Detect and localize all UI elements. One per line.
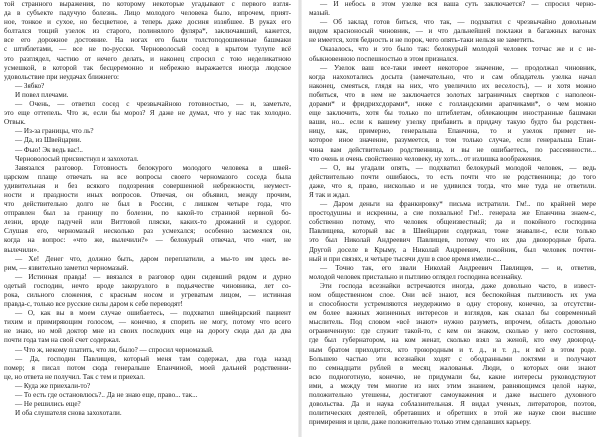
text-line: это разглядел, частию от нечего делать, и наконец спросил с тою неделикатною [4,54,291,63]
text-line: той странного выражения, по которому некоторые угадывают с первого взгля- [4,0,291,8]
text-line: рока, сильного сложения, с красным носом и угреватым лицом, — истинная [4,291,291,299]
right-page [300,0,600,437]
text-line: Другой доселе в Крыму, а Николай Андреевич, покойник, был человек почтен- [309,245,596,254]
text-line: — Точно так, его звали Николай Андреевич Павлищев, — и, ответив, [320,263,596,272]
text-line: политических деятелей, обретавших и обретших в этой же науке свои высшие [309,409,596,418]
text-line: — Зябко? [15,81,45,90]
text-line: Оказалось, что и это было так: белокурый молодой человек тотчас же и с не- [320,45,596,54]
text-line: простодушны и искренны, а сие похвально! Гм!.. генерала же Епанчина знаем-с, [309,209,596,218]
text-line: чина вам действительно родственница, и вы не ошибаетесь, по рассеянности... [309,145,596,154]
text-line: видом красноносый чиновник, — и что дальнейшей поклажи в багажных вагонах [309,27,596,36]
text-line: мазый. [309,9,330,18]
text-line: Слушая его, черномазый несколько раз усмехался; особенно засмеялся он, [4,227,291,236]
text-line: царском плаще отвечать на все вопросы своего черномазого соседа была [4,172,291,181]
text-line: — Узелок ваш все-таки имеет некоторое значение, — продолжал чиновник, [320,63,596,72]
text-line: помер; я писал потом сюда генеральше Епанчиной, моей дальней родственни- [4,363,291,372]
right-page-text [309,0,596,427]
text-line: — Да, господин Павлищев, который меня там содержал, два года назад [15,354,291,363]
text-line: — О, как вы в моем случае ошибаетесь, — подхватил швейцарский пациент [15,309,291,318]
text-line: — Да, из Швейцарии. [15,136,82,145]
text-line: ими, а между тем многие из них этим знанием, равняющимся целой науке, [309,381,596,390]
text-line: наконец, смеяться, глядя на них, что увеличило их веселость), — и хотя можно [309,81,596,90]
text-line: — Фью! Эк ведь вас!.. [15,145,83,154]
text-line: Я так и ждал. [309,190,350,199]
text-line: молодой человек пристально и пытливо оглядел господина всезнайку. [309,272,523,281]
left-page-text [4,0,291,418]
text-line: — Из-за границы, что ль? [15,127,94,136]
text-line: ный и при связях, и четыре тысячи душ в свое время имели-с... [309,254,502,263]
text-line: Отвык. [4,118,26,127]
text-line: где был губернатором, на ком женат, сколько взял за женой, кто ему двоюрод- [309,336,596,345]
text-line: вылечили». [4,245,39,254]
text-line: — То есть где остановлюсь?.. Да не знаю еще, право... так... [15,391,198,400]
text-line: Павлищева, который вас в Швейцарии содержал, тоже знавали-с, если только [309,227,596,236]
text-line: что очень и очень свойственно человеку, ну хоть... от излишка воображения. [309,154,542,163]
text-line: даже, что я, право, нисколько и не удивился тогда, что мне туда не ответили. [309,181,596,190]
text-line: И оба слушателя снова захохотали. [15,409,122,418]
page-gutter [298,0,302,437]
text-line: ности и праздности иных вопросов. Отвечая, он объявил, между прочим, [4,190,291,199]
text-line: мыслитель. Под словом «всё знают» нужно разуметь, впрочем, область довольно [309,318,596,327]
text-line: когда на вопрос: «что же, вылечили?» — белокурый отвечал, что «нет, не [4,236,291,245]
text-line: всю подноготную, конечно, не придумали бы, какие интересы руководствуют [309,372,596,381]
text-line: да в субъекте падучую болезнь. Лицо молодого человека было, впрочем, прият- [4,9,291,18]
text-line: это был Николай Андреевич Павлищев, потому что их два двоюродные брата. [309,236,596,245]
text-line: болтался тощий узелок из старого, полинялого фуляра*, заключавший, кажется, [4,27,291,36]
text-line: — О, вы угадали опять, — подхватил белокурый молодой человек, — ведь [320,163,596,172]
text-line: ном общественном слое. Они всё знают, вся беспокойная пытливость их ума [309,291,596,299]
text-line: отправлен был за границу по болезни, по какой-то странной нервной бо- [4,209,291,218]
text-line: все его дорожное достояние. На ногах его были толстоподошвенные башмаки [4,36,291,45]
text-line: одетый господин, нечто вроде закорузлого в подьячестве чиновника, лет со- [4,281,291,290]
text-line: Большею частью эти всезнайки ходят с ободранными локтями и получают [309,354,596,363]
text-line: удивительная и без всякого подозрения совершенной небрежности, неумест- [4,181,291,190]
text-line: обыкновенною поспешностью в этом признался. [309,54,459,63]
text-line: что действительно долго не был в России, с лишком четыре года, что [4,200,291,209]
text-line: И повел плечами. [15,90,69,99]
text-line: и способности устремляются неудержимо в одну сторону, конечно, за отсутстви- [309,300,596,309]
text-line: по семнадцати рублей в месяц жалованья. Люди, о которых они знают [309,363,596,372]
text-line: — Очень, — ответил сосед с чрезвычайною готовностью, — и, заметьте, [15,100,291,109]
text-line: удовольствие при неудачах ближнего: [4,72,120,81]
text-line: положительно утешены, достигают самоуважения и даже высшего духовного [309,391,596,400]
text-line: ем более важных жизненных интересов и взглядов, как сказал бы современный [309,309,596,318]
text-line: це, но ответа не получил. Так с тем и приехал. [4,372,145,381]
text-line: ваши, но... если к вашему узелку прибавить в придачу такую будто бы родствен- [309,118,596,127]
text-line: — Истинная правда! — ввязался в разговор один сидевший рядом и дурно [15,272,291,281]
text-line: не знаю, но мой доктор мне из своих последних еще на дорогу сюда дал да два [4,327,291,336]
text-line: это еще оттепель. Что ж, если бы мороз? Я даже не думал, что у нас так холодно. [4,109,291,118]
text-line: Завязался разговор. Готовность белокурого молодого человека в швей- [15,163,291,172]
text-line: правда-с, только все русские силы даром к себе переводят! [4,300,183,309]
text-line: — Куда же приехали-то? [15,381,91,390]
text-line: рим, — язвительно заметил черномазый. [4,263,129,272]
text-line: — И небось в этом узелке вся ваша суть заключается? — спросил черно- [320,0,596,8]
text-line: — Хе! Денег что, должно быть, даром переплатили, а мы-то им здесь ве- [15,254,291,263]
text-line: побиться, что в нем не заключается золотых заграничных свертков с наполеон- [309,90,596,99]
text-line: почти года там на свой счет содержал. [4,336,121,345]
text-line: примирения и цели, даже положительно только этим сделавших карьеру. [309,418,531,427]
text-line: Эти господа всезнайки встречаются иногда, даже довольно часто, в извест- [320,281,596,290]
text-line: с штиблетами, — все не по-русски. Черноволосый сосед в крытом тулупе всё [4,45,291,54]
text-line: — Что ж, некому платить, что ли, было? — спросил черномазый. [15,345,214,354]
text-line: действительно почти ошибаюсь, то есть почти что не родственница; до того [309,172,596,181]
text-line: — Об заклад готов биться, что так, — подхватил с чрезвычайно довольным [320,18,596,27]
text-line: довольства. Да и наука соблазнительная. Я видал ученых, литераторов, поэтов, [309,400,596,409]
text-line: лезни, вроде падучей или Виттовой пляски, каких-то дрожаний и судорог. [4,218,291,227]
text-line: тихим и примиряющим голосом, — конечно, я спорить не могу, потому что всего [4,318,291,327]
text-line: ницу, как, примерно, генеральша Епанчина, то и узелок примет не- [309,127,596,136]
text-line: усмешкой, в которой так бесцеремонно и небрежно выражается иногда людское [4,63,291,72]
text-line: ное, тонкое и сухое, но бесцветное, а теперь даже досиня иззябшее. В руках его [4,18,291,27]
text-line: еще заключить, хотя бы только по штиблетам, облекающим иностранные башмаки [309,109,596,118]
text-line: Черноволосый присвистнул и захохотал. [15,154,139,163]
text-line: ным братом приходится, кто троюродным и т. д., и т. д., и всё в этом роде. [309,345,596,354]
text-line: когда нахохотались досыта (замечательно, что и сам обладатель узелка начал [309,72,596,81]
text-line: не имеется, хотя бедность и не порок, чего опять-таки нельзя не заметить. [309,36,535,45]
text-line: — Не решились еще? [15,400,81,409]
text-line: дорами* и фридрихсдорами*, ниже с голландскими арапчиками*, о чем можно [309,100,596,109]
text-line: собственно потому, что человек общеизвестный; да и покойного господина [309,218,596,227]
text-line: ограниченную: где служит такой-то, с кем он знаком, сколько у него состояния, [309,327,596,336]
text-line: — Даром деньги на франкировку* письма истратили. Гм!.. по крайней мере [320,200,596,209]
text-line: которое иное значение, разумеется, в том только случае, если генеральша Епан- [309,136,596,145]
